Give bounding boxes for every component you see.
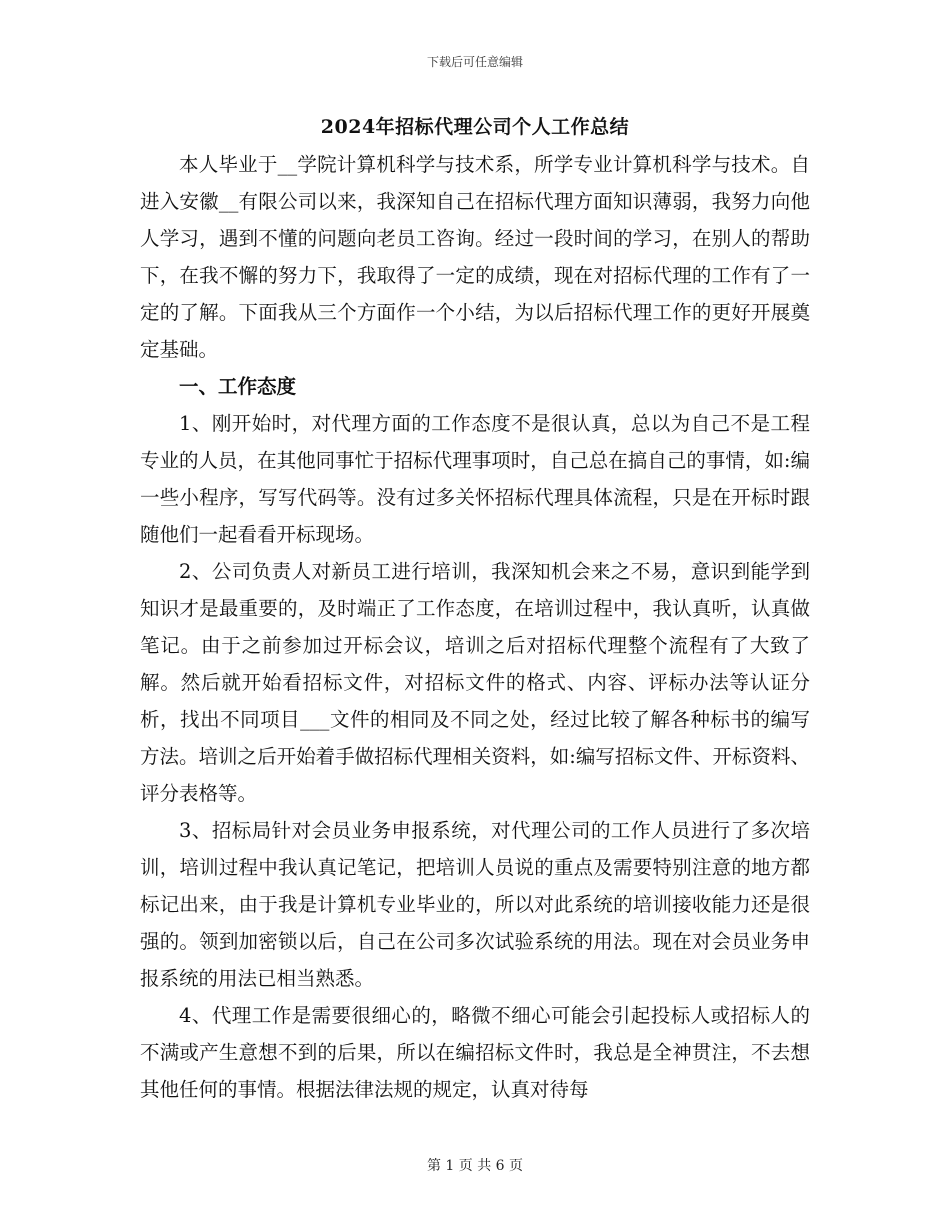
body-paragraph-1: 1、刚开始时，对代理方面的工作态度不是很认真，总以为自己不是工程专业的人员，在其他同事忙于招标代理事项时，自己总在搞自己的事情，如:编一些小程序，写写代码等。没有过多关怀招标代理具体流程，只是在开标时跟随他们一起看看开标现场。 [140,412,810,546]
header-note: 下载后可任意编辑 [426,55,523,69]
document-body [140,146,810,1108]
intro-paragraph: 本人毕业于__学院计算机科学与技术系，所学专业计算机科学与技术。自进入安徽__有限公司以来，我深知自己在招标代理方面知识薄弱，我努力向他人学习，遇到不懂的问题向老员工咨询。经过一段时间的学习，在别人的帮助下，在我不懈的努力下，我取得了一定的成绩，现在对招标代理的工作有了一定的了解。下面我从三个方面作一个小结，为以后招标代理工作的更好开展奠定基础。 [140,153,810,361]
document-title: 2024年招标代理公司个人工作总结 [320,116,630,138]
section-heading: 一、工作态度 [179,375,297,398]
body-paragraph-2: 2、公司负责人对新员工进行培训，我深知机会来之不易，意识到能学到知识才是最重要的，及时端正了工作态度，在培训过程中，我认真听，认真做笔记。由于之前参加过开标会议，培训之后对招标代理整个流程有了大致了解。然后就开始看招标文件，对招标文件的格式、内容、评标办法等认证分析，找出不同项目___文件的相同及不同之处，经过比较了解各种标书的编写方法。培训之后开始着手做招标代理相关资料，如:编写招标文件、开标资料、评分表格等。 [140,560,810,805]
page-number: 第 1 页 共 6 页 [426,1158,524,1174]
body-paragraph-3: 3、招标局针对会员业务申报系统，对代理公司的工作人员进行了多次培训，培训过程中我认真记笔记，把培训人员说的重点及需要特别注意的地方都标记出来，由于我是计算机专业毕业的，所以对此系统的培训接收能力还是很强的。领到加密锁以后，自己在公司多次试验系统的用法。现在对会员业务申报系统的用法已相当熟悉。 [140,819,810,990]
body-paragraph-4: 4、代理工作是需要很细心的，略微不细心可能会引起投标人或招标人的不满或产生意想不到的后果，所以在编招标文件时，我总是全神贯注，不去想其他任何的事情。根据法律法规的规定，认真对待每 [140,1004,810,1101]
